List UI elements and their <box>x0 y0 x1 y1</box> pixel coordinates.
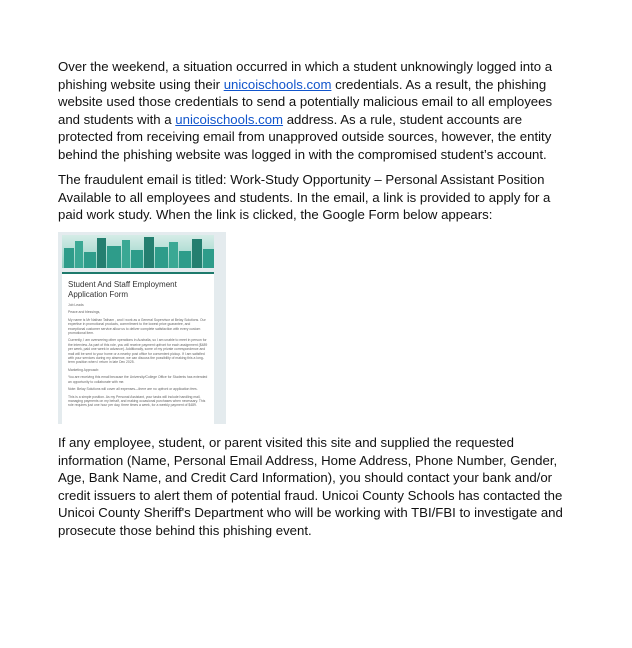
form-text: You are receiving this email because the University/College Office for Students has extended an opportunity to collaborate with me. <box>68 375 208 384</box>
form-title: Student And Staff Employment Application Form <box>68 280 177 299</box>
text-line: protected from receiving email from unapproved outside sources, however, the entity <box>58 129 552 145</box>
text-line: Over the weekend, a situation occurred in which a student unknowingly logged into a <box>58 59 553 74</box>
google-form-screenshot <box>58 232 226 424</box>
form-text: Marketing Approach: <box>68 367 100 372</box>
text-segment: address. As a rule, student accounts are <box>283 111 523 127</box>
text-segment: credentials. As a result, the phishing <box>331 76 547 92</box>
text-line: The fraudulent email is titled: Work-Study Opportunity – Personal Assistant Position <box>58 172 545 187</box>
form-text: Peace and blessings, <box>68 310 101 315</box>
form-text: Job Leads <box>68 303 84 307</box>
form-text: My name is Mr Nathan Tatham , and I work as a General Supervisor at Belay Solutions. Our expertise in promotional products, commitment to the lowest price guarantee, and exceptional customer service allow us to deliver complete satisfaction with every custom promotional item. <box>68 317 206 336</box>
paragraph-email-title <box>58 171 578 224</box>
form-card <box>62 272 214 424</box>
text-line: behind the phishing website was logged in with the compromised student’s account. <box>58 146 547 162</box>
text-line: If any employee, student, or parent visited this site and supplied the requested <box>58 435 514 450</box>
paragraph-advice <box>58 434 578 540</box>
text-line: Unicoi County Sheriff's Department who will be working with TBI/FBI to investigate and <box>58 505 563 521</box>
text-segment: phishing website using their <box>58 76 224 92</box>
text-line: Age, Bank Name, and Credit Card Information), you should contact your bank and/or <box>58 470 553 486</box>
text-line: information (Name, Personal Email Address, Home Address, Phone Number, Gender, <box>58 452 558 468</box>
text-line: credit issuers to alert them of potential fraud. Unicoi County Schools has contacted the <box>58 487 563 503</box>
form-text: This is a simple position. As my Personal Assistant, your tasks will include handling mail, managing payments on my behalf, and making occasional purchases when necessary. This role requires just one hour per day, three times a week, for a weekly payment of $489. <box>68 394 206 408</box>
domain-link[interactable]: unicoischools.com <box>223 76 332 92</box>
text-line <box>58 111 578 129</box>
text-segment: and students with a <box>58 111 176 127</box>
domain-link[interactable]: unicoischools.com <box>175 111 284 127</box>
text-line: website used those credentials to send a potentially malicious email to all employees <box>58 94 553 110</box>
text-line: paid work study. When the link is clicked, the Google Form below appears: <box>58 207 493 223</box>
text-line: prosecute those behind this phishing event. <box>58 522 312 538</box>
form-text: Note: Belay Solutions will cover all expenses—there are no upfront or application fees. <box>68 387 198 392</box>
text-line <box>58 76 578 94</box>
text-line: Available to all employees and students. In the email, a link is provided to apply for a <box>58 189 551 205</box>
city-skyline-banner <box>62 235 214 268</box>
paragraph-incident <box>58 58 578 164</box>
form-text: Currently, I am overseeing other operations in Australia, so I am unable to meet in person for the interview. As part of this role, you will receive payment upfront for each assignment ($489 per week, paid one week in advance). Additionally, some of my private correspondence and mail will be sent to your home or a nearby post office for convenient pickup. If I am satisfied with your services during my absence, we can discuss the possibility of making this a long-term position when I return in late Dec 2025. <box>68 338 208 365</box>
